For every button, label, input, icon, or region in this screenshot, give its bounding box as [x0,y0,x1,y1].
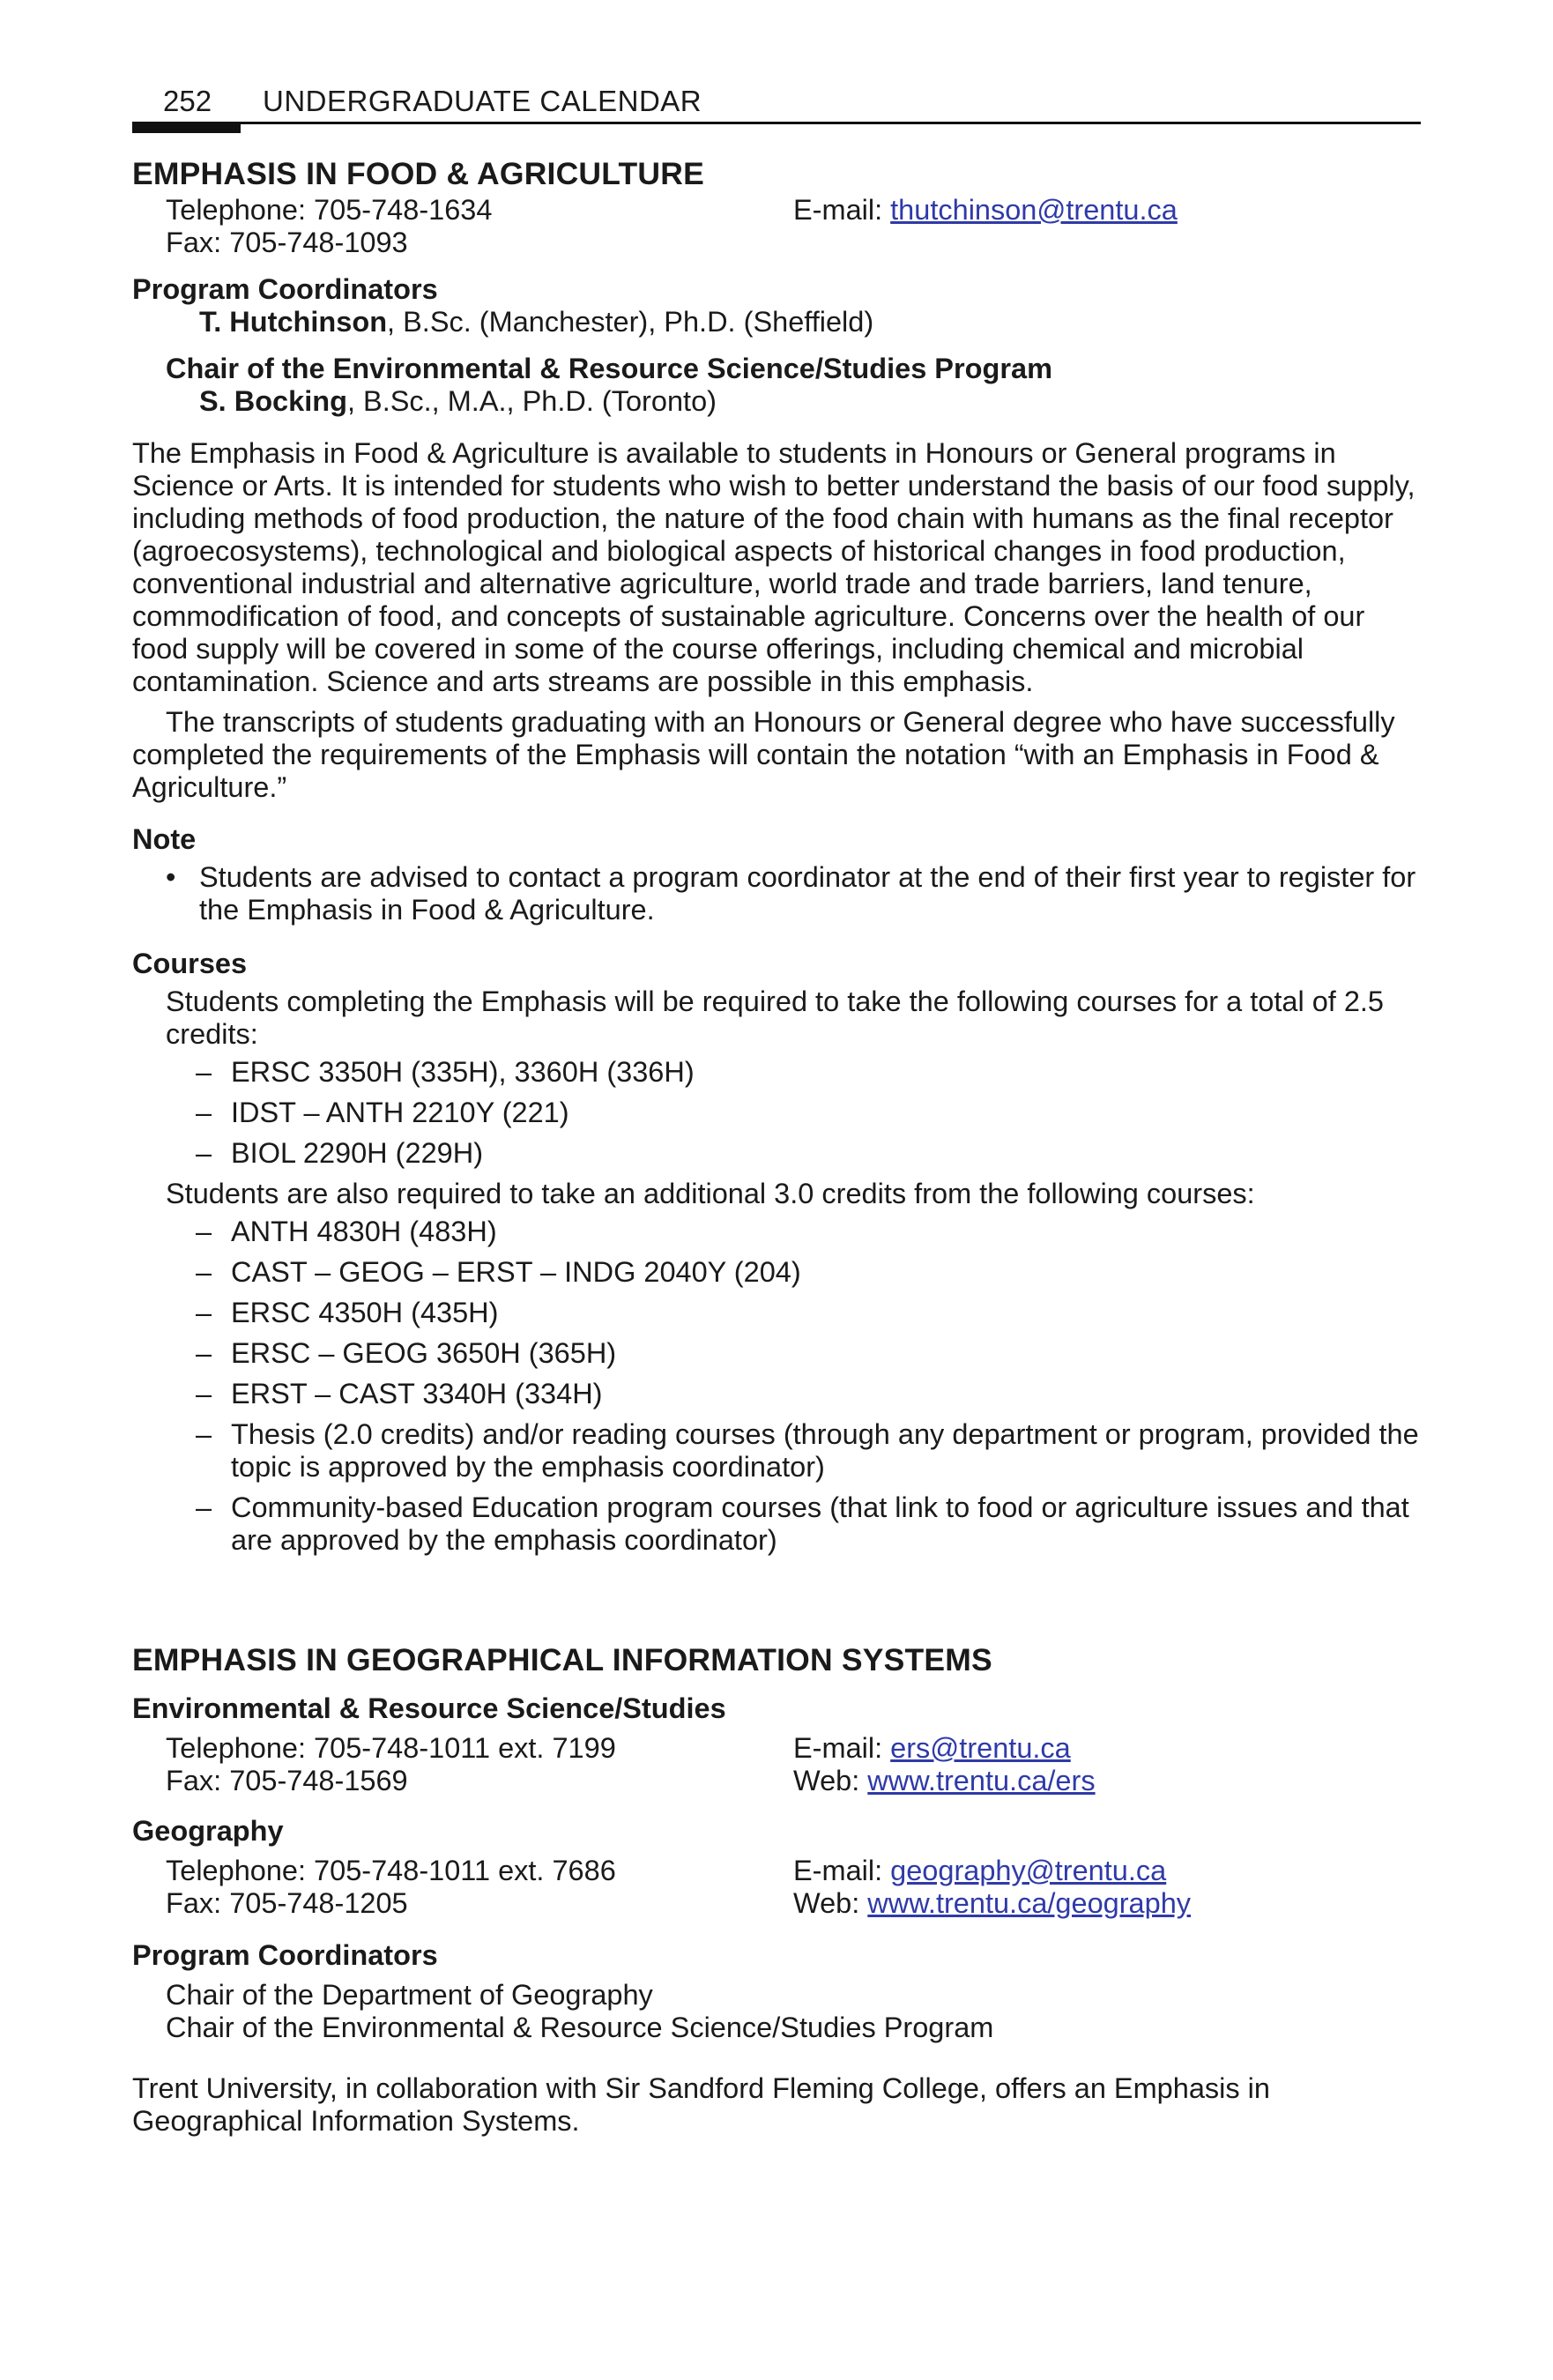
gis-coordinator-1: Chair of the Department of Geography [166,1979,653,2011]
required-course-list [132,1056,1421,1170]
geo-telephone: Telephone: 705-748-1011 ext. 7686 [166,1855,616,1886]
dash: – [196,1056,212,1088]
list-item [132,1216,1421,1248]
course-item: BIOL 2290H (229H) [231,1137,484,1169]
note-text: Students are advised to contact a program coordinator at the end of their first year to register for the Emphasis in Food & Agriculture. [199,861,1416,926]
geo-contact [132,1855,1421,1920]
food-note-list [132,861,1421,926]
list-item [132,1097,1421,1129]
calendar-page [132,81,1421,2138]
ers-heading: Environmental & Resource Science/Studies [132,1692,726,1724]
food-email [793,194,1421,227]
ers-web-link[interactable]: www.trentu.ca/ers [867,1765,1096,1796]
dash: – [196,1256,212,1288]
dash: – [196,1418,212,1450]
course-item: ERST – CAST 3340H (334H) [231,1378,603,1409]
geo-email-link[interactable]: geography@trentu.ca [890,1855,1167,1886]
food-email-link[interactable]: thutchinson@trentu.ca [890,194,1178,226]
geo-web-link[interactable]: www.trentu.ca/geography [867,1887,1192,1919]
food-section-title: EMPHASIS IN FOOD & AGRICULTURE [132,156,704,191]
course-item: ERSC 4350H (435H) [231,1297,499,1328]
food-chair-heading: Chair of the Environmental & Resource Science/Studies Program [166,353,1052,384]
additional-course-list [132,1216,1421,1557]
food-courses-heading: Courses [132,948,248,979]
food-note-heading: Note [132,823,197,855]
list-item [132,1337,1421,1370]
ers-web [793,1765,1421,1797]
food-section [132,155,1421,1557]
coordinator-credentials: , B.Sc. (Manchester), Ph.D. (Sheffield) [387,306,874,338]
course-item: ERSC – GEOG 3650H (365H) [231,1337,617,1369]
list-item [132,1256,1421,1289]
list-item [132,1418,1421,1484]
courses-intro: Students completing the Emphasis will be required to take the following courses for a total of 2.5 credits: [166,985,1385,1050]
list-item [132,1056,1421,1089]
food-transcript-note: The transcripts of students graduating with an Honours or General degree who have successfully completed the requirements of the Emphasis will contain the notation “with an Emphasis in Food & Agriculture.” [132,706,1395,803]
coordinator-name: T. Hutchinson [199,306,388,338]
list-item [132,861,1421,926]
dash: – [196,1137,212,1169]
geo-email [793,1855,1421,1887]
gis-description: Trent University, in collaboration with Sir Sandford Fleming College, offers an Emphasis in Geographical Information Systems. [132,2072,1270,2137]
gis-section-title: EMPHASIS IN GEOGRAPHICAL INFORMATION SYSTEMS [132,1642,992,1677]
course-item: Thesis (2.0 credits) and/or reading courses (through any department or program, provided the topic is approved by the emphasis coordinator) [231,1418,1419,1483]
list-item [132,1297,1421,1329]
bullet: • [166,861,176,893]
dash: – [196,1297,212,1328]
running-title: UNDERGRADUATE CALENDAR [263,85,702,117]
gis-section [132,1641,1421,2138]
ers-fax: Fax: 705-748-1569 [166,1765,408,1796]
web-label: Web: [793,1887,868,1919]
course-item: CAST – GEOG – ERST – INDG 2040Y (204) [231,1256,801,1288]
course-item: Community-based Education program courses (that link to food or agriculture issues and that are approved by the emphasis coordinator) [231,1491,1409,1556]
food-contact [132,194,1421,259]
ers-email-link[interactable]: ers@trentu.ca [890,1732,1071,1764]
course-item: IDST – ANTH 2210Y (221) [231,1097,569,1128]
dash: – [196,1378,212,1409]
list-item [132,1378,1421,1410]
food-coordinator [132,306,1421,338]
ers-contact [132,1732,1421,1797]
food-fax: Fax: 705-748-1093 [166,227,408,258]
food-coordinators-heading: Program Coordinators [132,273,438,305]
ers-email [793,1732,1421,1765]
header-rule [132,122,1421,124]
food-telephone: Telephone: 705-748-1634 [166,194,493,226]
page-number: 252 [163,85,212,117]
food-description: The Emphasis in Food & Agriculture is available to students in Honours or General programs in Science or Arts. It is intended for students who wish to better understand the basis of our food supply, including methods of food production, the nature of the food chain with humans as the final receptor (agroecosystems), technological and biological aspects of historical changes in food production, conventional industrial and alternative agriculture, world trade and trade barriers, land tenure, commodification of food, and concepts of sustainable agriculture. Concerns over the health of our food supply will be covered in some of the course offerings, including chemical and microbial contamination. Science and arts streams are possible in this emphasis. [132,437,1416,697]
ers-telephone: Telephone: 705-748-1011 ext. 7199 [166,1732,616,1764]
dash: – [196,1491,212,1523]
chair-credentials: , B.Sc., M.A., Ph.D. (Toronto) [346,385,717,417]
dash: – [196,1097,212,1128]
list-item [132,1491,1421,1557]
gis-coordinator-2: Chair of the Environmental & Resource Science/Studies Program [166,2012,994,2043]
header-rule-block [132,122,241,133]
food-chair [132,385,1421,418]
geo-web [793,1887,1421,1920]
gis-coordinators-heading: Program Coordinators [132,1939,438,1971]
course-item: ANTH 4830H (483H) [231,1216,497,1247]
page-header [132,81,1421,123]
chair-name: S. Bocking [199,385,347,417]
email-label: E-mail: [793,1732,891,1764]
course-item: ERSC 3350H (335H), 3360H (336H) [231,1056,695,1088]
dash: – [196,1216,212,1247]
additional-intro: Students are also required to take an additional 3.0 credits from the following courses: [166,1178,1255,1209]
email-label: E-mail: [793,194,891,226]
web-label: Web: [793,1765,868,1796]
email-label: E-mail: [793,1855,891,1886]
geo-heading: Geography [132,1815,284,1847]
geo-fax: Fax: 705-748-1205 [166,1887,408,1919]
dash: – [196,1337,212,1369]
list-item [132,1137,1421,1170]
